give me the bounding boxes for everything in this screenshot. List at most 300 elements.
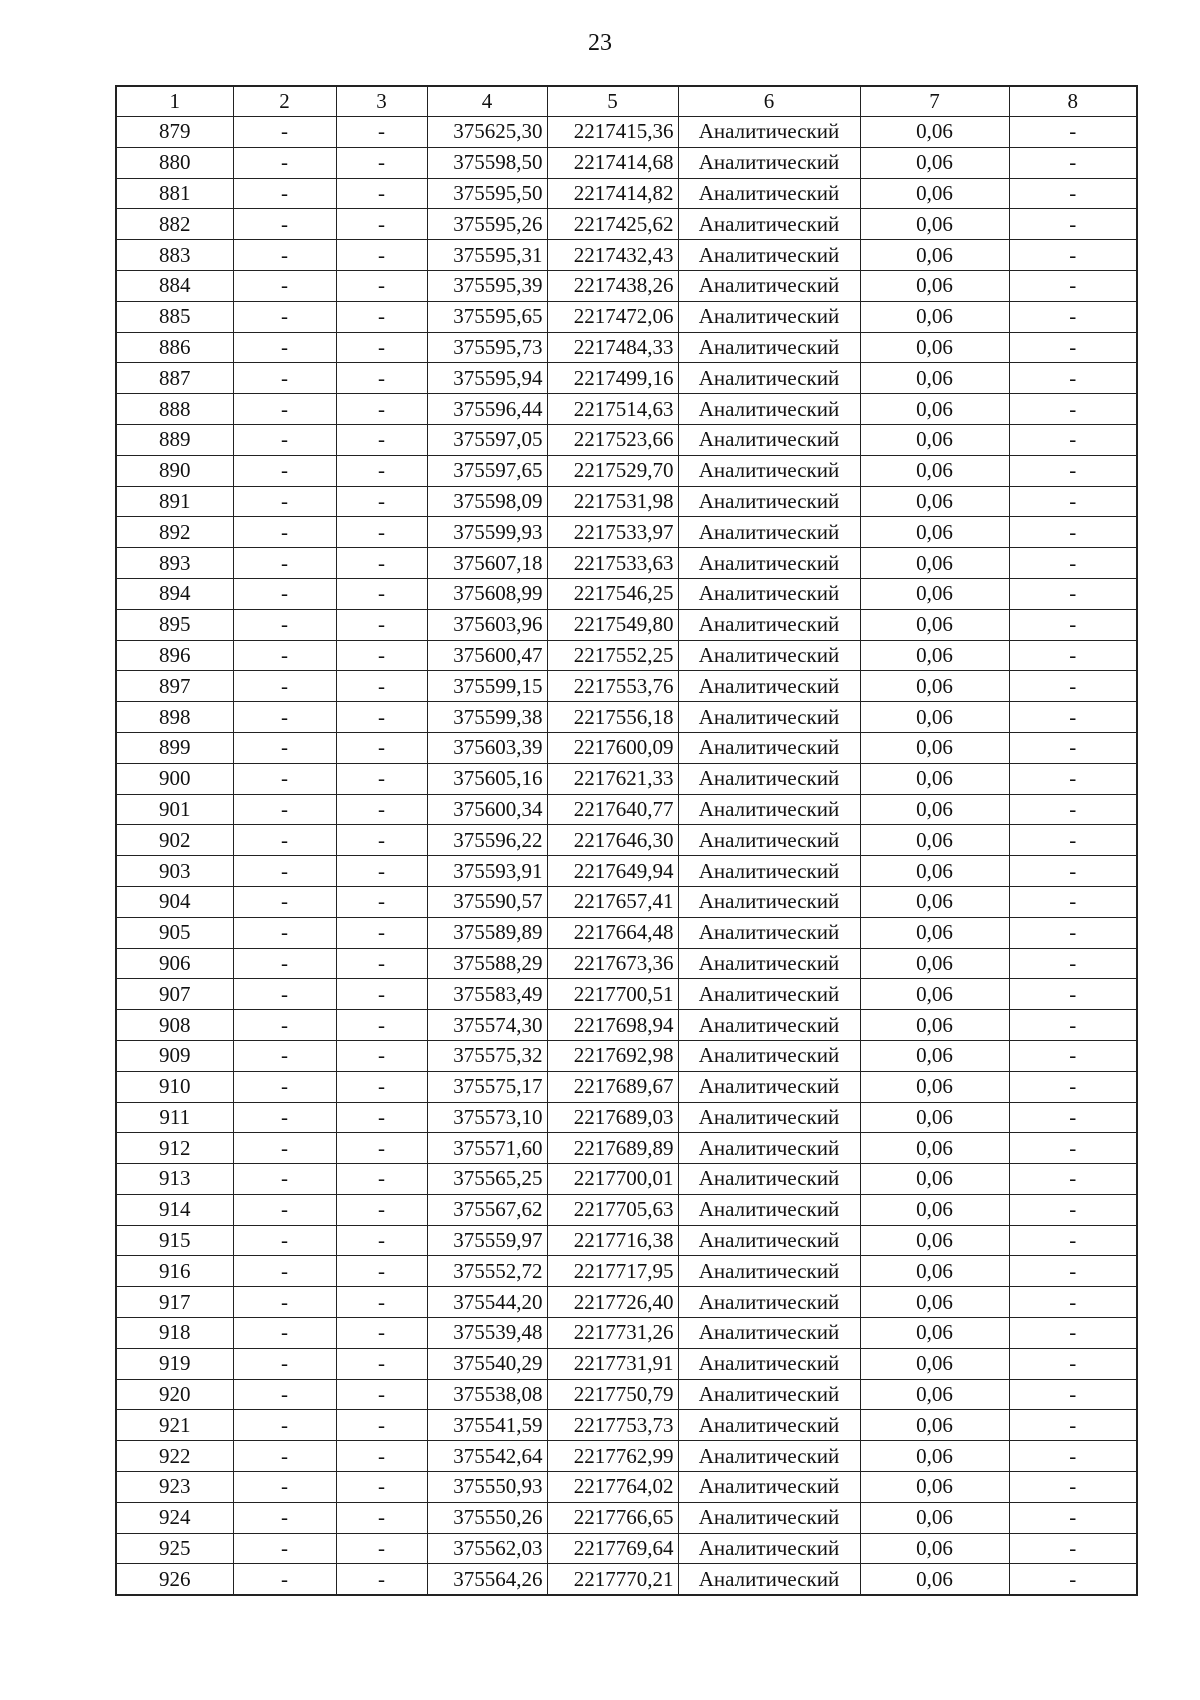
error-value-cell: 0,06 — [860, 117, 1009, 148]
x-coordinate-cell: 375596,44 — [427, 394, 547, 425]
col-3-cell: - — [336, 486, 427, 517]
error-value-cell: 0,06 — [860, 1102, 1009, 1133]
x-coordinate-cell: 375573,10 — [427, 1102, 547, 1133]
x-coordinate-cell: 375550,26 — [427, 1502, 547, 1533]
col-8-cell: - — [1009, 1502, 1137, 1533]
table-row — [116, 209, 1137, 240]
col-2-cell: - — [233, 147, 336, 178]
y-coordinate-cell: 2217552,25 — [547, 640, 678, 671]
col-2-cell: - — [233, 1164, 336, 1195]
x-coordinate-cell: 375599,38 — [427, 702, 547, 733]
y-coordinate-cell: 2217664,48 — [547, 917, 678, 948]
table-body — [116, 86, 1137, 1595]
col-3-cell: - — [336, 1071, 427, 1102]
method-cell: Аналитический — [678, 1287, 860, 1318]
col-8-cell: - — [1009, 424, 1137, 455]
point-number-cell: 896 — [116, 640, 233, 671]
col-3-cell: - — [336, 332, 427, 363]
table-row — [116, 578, 1137, 609]
col-3-cell: - — [336, 794, 427, 825]
col-3-cell: - — [336, 1564, 427, 1595]
col-2-cell: - — [233, 363, 336, 394]
table-row — [116, 1133, 1137, 1164]
col-2-cell: - — [233, 1533, 336, 1564]
y-coordinate-cell: 2217600,09 — [547, 732, 678, 763]
table-row — [116, 178, 1137, 209]
col-3-cell: - — [336, 1348, 427, 1379]
col-3-cell: - — [336, 640, 427, 671]
y-coordinate-cell: 2217716,38 — [547, 1225, 678, 1256]
point-number-cell: 893 — [116, 548, 233, 579]
col-8-cell: - — [1009, 640, 1137, 671]
error-value-cell: 0,06 — [860, 609, 1009, 640]
col-2-cell: - — [233, 825, 336, 856]
method-cell: Аналитический — [678, 1010, 860, 1041]
table-row — [116, 270, 1137, 301]
table-row — [116, 1164, 1137, 1195]
col-8-cell: - — [1009, 394, 1137, 425]
col-3-cell: - — [336, 1102, 427, 1133]
point-number-cell: 921 — [116, 1410, 233, 1441]
col-2-cell: - — [233, 917, 336, 948]
method-cell: Аналитический — [678, 1225, 860, 1256]
method-cell: Аналитический — [678, 1256, 860, 1287]
col-8-cell: - — [1009, 147, 1137, 178]
x-coordinate-cell: 375593,91 — [427, 856, 547, 887]
point-number-cell: 920 — [116, 1379, 233, 1410]
x-coordinate-cell: 375603,39 — [427, 732, 547, 763]
col-2-cell: - — [233, 979, 336, 1010]
col-3-cell: - — [336, 1010, 427, 1041]
col-8-cell: - — [1009, 455, 1137, 486]
point-number-cell: 897 — [116, 671, 233, 702]
y-coordinate-cell: 2217523,66 — [547, 424, 678, 455]
method-cell: Аналитический — [678, 548, 860, 579]
y-coordinate-cell: 2217499,16 — [547, 363, 678, 394]
x-coordinate-cell: 375562,03 — [427, 1533, 547, 1564]
error-value-cell: 0,06 — [860, 979, 1009, 1010]
y-coordinate-cell: 2217762,99 — [547, 1441, 678, 1472]
y-coordinate-cell: 2217673,36 — [547, 948, 678, 979]
col-2-cell: - — [233, 455, 336, 486]
error-value-cell: 0,06 — [860, 301, 1009, 332]
point-number-cell: 903 — [116, 856, 233, 887]
col-8-cell: - — [1009, 332, 1137, 363]
table-row — [116, 301, 1137, 332]
y-coordinate-cell: 2217717,95 — [547, 1256, 678, 1287]
col-2-cell: - — [233, 424, 336, 455]
error-value-cell: 0,06 — [860, 1379, 1009, 1410]
error-value-cell: 0,06 — [860, 732, 1009, 763]
table-row — [116, 640, 1137, 671]
x-coordinate-cell: 375595,73 — [427, 332, 547, 363]
table-row — [116, 1318, 1137, 1349]
y-coordinate-cell: 2217657,41 — [547, 886, 678, 917]
col-3-cell: - — [336, 363, 427, 394]
method-cell: Аналитический — [678, 671, 860, 702]
x-coordinate-cell: 375574,30 — [427, 1010, 547, 1041]
col-3-cell: - — [336, 1472, 427, 1503]
y-coordinate-cell: 2217621,33 — [547, 763, 678, 794]
x-coordinate-cell: 375599,15 — [427, 671, 547, 702]
table-row — [116, 1225, 1137, 1256]
col-8-cell: - — [1009, 1194, 1137, 1225]
error-value-cell: 0,06 — [860, 240, 1009, 271]
error-value-cell: 0,06 — [860, 763, 1009, 794]
col-3-cell: - — [336, 702, 427, 733]
point-number-cell: 914 — [116, 1194, 233, 1225]
method-cell: Аналитический — [678, 1318, 860, 1349]
header-cell-4: 4 — [427, 86, 547, 117]
col-3-cell: - — [336, 270, 427, 301]
table-row — [116, 856, 1137, 887]
table-row — [116, 763, 1137, 794]
y-coordinate-cell: 2217689,03 — [547, 1102, 678, 1133]
point-number-cell: 892 — [116, 517, 233, 548]
col-2-cell: - — [233, 732, 336, 763]
col-8-cell: - — [1009, 1410, 1137, 1441]
x-coordinate-cell: 375542,64 — [427, 1441, 547, 1472]
error-value-cell: 0,06 — [860, 548, 1009, 579]
col-8-cell: - — [1009, 763, 1137, 794]
y-coordinate-cell: 2217529,70 — [547, 455, 678, 486]
x-coordinate-cell: 375575,32 — [427, 1040, 547, 1071]
point-number-cell: 882 — [116, 209, 233, 240]
table-row — [116, 363, 1137, 394]
col-2-cell: - — [233, 1287, 336, 1318]
col-2-cell: - — [233, 1502, 336, 1533]
y-coordinate-cell: 2217533,97 — [547, 517, 678, 548]
col-2-cell: - — [233, 640, 336, 671]
error-value-cell: 0,06 — [860, 517, 1009, 548]
col-8-cell: - — [1009, 1164, 1137, 1195]
col-3-cell: - — [336, 825, 427, 856]
error-value-cell: 0,06 — [860, 1564, 1009, 1595]
method-cell: Аналитический — [678, 147, 860, 178]
y-coordinate-cell: 2217700,01 — [547, 1164, 678, 1195]
table-row — [116, 517, 1137, 548]
col-3-cell: - — [336, 147, 427, 178]
method-cell: Аналитический — [678, 763, 860, 794]
col-3-cell: - — [336, 1318, 427, 1349]
col-2-cell: - — [233, 394, 336, 425]
method-cell: Аналитический — [678, 1441, 860, 1472]
point-number-cell: 884 — [116, 270, 233, 301]
x-coordinate-cell: 375608,99 — [427, 578, 547, 609]
x-coordinate-cell: 375565,25 — [427, 1164, 547, 1195]
col-3-cell: - — [336, 1194, 427, 1225]
col-3-cell: - — [336, 948, 427, 979]
x-coordinate-cell: 375600,47 — [427, 640, 547, 671]
col-8-cell: - — [1009, 1564, 1137, 1595]
col-3-cell: - — [336, 1256, 427, 1287]
y-coordinate-cell: 2217514,63 — [547, 394, 678, 425]
y-coordinate-cell: 2217533,63 — [547, 548, 678, 579]
method-cell: Аналитический — [678, 856, 860, 887]
col-3-cell: - — [336, 578, 427, 609]
col-3-cell: - — [336, 1502, 427, 1533]
y-coordinate-cell: 2217689,89 — [547, 1133, 678, 1164]
x-coordinate-cell: 375564,26 — [427, 1564, 547, 1595]
x-coordinate-cell: 375598,09 — [427, 486, 547, 517]
x-coordinate-cell: 375589,89 — [427, 917, 547, 948]
x-coordinate-cell: 375567,62 — [427, 1194, 547, 1225]
point-number-cell: 885 — [116, 301, 233, 332]
x-coordinate-cell: 375607,18 — [427, 548, 547, 579]
col-2-cell: - — [233, 763, 336, 794]
error-value-cell: 0,06 — [860, 1164, 1009, 1195]
error-value-cell: 0,06 — [860, 578, 1009, 609]
y-coordinate-cell: 2217531,98 — [547, 486, 678, 517]
col-8-cell: - — [1009, 794, 1137, 825]
y-coordinate-cell: 2217698,94 — [547, 1010, 678, 1041]
col-3-cell: - — [336, 394, 427, 425]
method-cell: Аналитический — [678, 117, 860, 148]
col-3-cell: - — [336, 917, 427, 948]
method-cell: Аналитический — [678, 609, 860, 640]
error-value-cell: 0,06 — [860, 825, 1009, 856]
point-number-cell: 895 — [116, 609, 233, 640]
x-coordinate-cell: 375595,50 — [427, 178, 547, 209]
method-cell: Аналитический — [678, 1348, 860, 1379]
point-number-cell: 894 — [116, 578, 233, 609]
error-value-cell: 0,06 — [860, 794, 1009, 825]
table-row — [116, 1071, 1137, 1102]
col-8-cell: - — [1009, 240, 1137, 271]
y-coordinate-cell: 2217414,68 — [547, 147, 678, 178]
error-value-cell: 0,06 — [860, 1194, 1009, 1225]
header-cell-8: 8 — [1009, 86, 1137, 117]
col-2-cell: - — [233, 1256, 336, 1287]
y-coordinate-cell: 2217750,79 — [547, 1379, 678, 1410]
point-number-cell: 922 — [116, 1441, 233, 1472]
col-3-cell: - — [336, 1164, 427, 1195]
method-cell: Аналитический — [678, 578, 860, 609]
y-coordinate-cell: 2217432,43 — [547, 240, 678, 271]
point-number-cell: 906 — [116, 948, 233, 979]
header-cell-1: 1 — [116, 86, 233, 117]
method-cell: Аналитический — [678, 640, 860, 671]
col-2-cell: - — [233, 548, 336, 579]
error-value-cell: 0,06 — [860, 394, 1009, 425]
table-row — [116, 147, 1137, 178]
method-cell: Аналитический — [678, 886, 860, 917]
col-8-cell: - — [1009, 548, 1137, 579]
y-coordinate-cell: 2217414,82 — [547, 178, 678, 209]
col-2-cell: - — [233, 209, 336, 240]
col-8-cell: - — [1009, 578, 1137, 609]
table-row — [116, 671, 1137, 702]
col-8-cell: - — [1009, 1533, 1137, 1564]
table-row — [116, 1533, 1137, 1564]
method-cell: Аналитический — [678, 732, 860, 763]
col-2-cell: - — [233, 1472, 336, 1503]
table-row — [116, 394, 1137, 425]
col-3-cell: - — [336, 763, 427, 794]
x-coordinate-cell: 375596,22 — [427, 825, 547, 856]
y-coordinate-cell: 2217726,40 — [547, 1287, 678, 1318]
x-coordinate-cell: 375600,34 — [427, 794, 547, 825]
col-2-cell: - — [233, 1441, 336, 1472]
error-value-cell: 0,06 — [860, 1010, 1009, 1041]
col-2-cell: - — [233, 517, 336, 548]
method-cell: Аналитический — [678, 1164, 860, 1195]
x-coordinate-cell: 375595,65 — [427, 301, 547, 332]
error-value-cell: 0,06 — [860, 1225, 1009, 1256]
col-8-cell: - — [1009, 886, 1137, 917]
col-3-cell: - — [336, 178, 427, 209]
col-2-cell: - — [233, 1194, 336, 1225]
method-cell: Аналитический — [678, 1071, 860, 1102]
point-number-cell: 919 — [116, 1348, 233, 1379]
table-row — [116, 332, 1137, 363]
col-3-cell: - — [336, 856, 427, 887]
col-2-cell: - — [233, 270, 336, 301]
point-number-cell: 890 — [116, 455, 233, 486]
x-coordinate-cell: 375539,48 — [427, 1318, 547, 1349]
point-number-cell: 881 — [116, 178, 233, 209]
point-number-cell: 889 — [116, 424, 233, 455]
x-coordinate-cell: 375571,60 — [427, 1133, 547, 1164]
table-row — [116, 486, 1137, 517]
y-coordinate-cell: 2217484,33 — [547, 332, 678, 363]
col-8-cell: - — [1009, 856, 1137, 887]
col-8-cell: - — [1009, 825, 1137, 856]
table-row — [116, 548, 1137, 579]
point-number-cell: 908 — [116, 1010, 233, 1041]
x-coordinate-cell: 375605,16 — [427, 763, 547, 794]
col-2-cell: - — [233, 1379, 336, 1410]
method-cell: Аналитический — [678, 1410, 860, 1441]
error-value-cell: 0,06 — [860, 363, 1009, 394]
x-coordinate-cell: 375595,94 — [427, 363, 547, 394]
point-number-cell: 907 — [116, 979, 233, 1010]
col-2-cell: - — [233, 301, 336, 332]
table-row — [116, 1348, 1137, 1379]
x-coordinate-cell: 375603,96 — [427, 609, 547, 640]
col-2-cell: - — [233, 609, 336, 640]
method-cell: Аналитический — [678, 301, 860, 332]
table-row — [116, 1410, 1137, 1441]
point-number-cell: 912 — [116, 1133, 233, 1164]
table-row — [116, 1472, 1137, 1503]
error-value-cell: 0,06 — [860, 209, 1009, 240]
table-row — [116, 609, 1137, 640]
method-cell: Аналитический — [678, 240, 860, 271]
error-value-cell: 0,06 — [860, 486, 1009, 517]
point-number-cell: 902 — [116, 825, 233, 856]
col-2-cell: - — [233, 1133, 336, 1164]
point-number-cell: 926 — [116, 1564, 233, 1595]
method-cell: Аналитический — [678, 394, 860, 425]
y-coordinate-cell: 2217769,64 — [547, 1533, 678, 1564]
col-2-cell: - — [233, 178, 336, 209]
point-number-cell: 879 — [116, 117, 233, 148]
error-value-cell: 0,06 — [860, 856, 1009, 887]
col-3-cell: - — [336, 517, 427, 548]
error-value-cell: 0,06 — [860, 1441, 1009, 1472]
col-3-cell: - — [336, 671, 427, 702]
method-cell: Аналитический — [678, 1133, 860, 1164]
table-row — [116, 1379, 1137, 1410]
method-cell: Аналитический — [678, 1533, 860, 1564]
x-coordinate-cell: 375599,93 — [427, 517, 547, 548]
point-number-cell: 899 — [116, 732, 233, 763]
table-row — [116, 886, 1137, 917]
point-number-cell: 900 — [116, 763, 233, 794]
method-cell: Аналитический — [678, 178, 860, 209]
point-number-cell: 911 — [116, 1102, 233, 1133]
table-row — [116, 825, 1137, 856]
col-2-cell: - — [233, 1348, 336, 1379]
method-cell: Аналитический — [678, 1194, 860, 1225]
error-value-cell: 0,06 — [860, 671, 1009, 702]
error-value-cell: 0,06 — [860, 455, 1009, 486]
col-8-cell: - — [1009, 301, 1137, 332]
y-coordinate-cell: 2217700,51 — [547, 979, 678, 1010]
col-2-cell: - — [233, 856, 336, 887]
error-value-cell: 0,06 — [860, 1410, 1009, 1441]
col-3-cell: - — [336, 424, 427, 455]
table-row — [116, 424, 1137, 455]
col-8-cell: - — [1009, 209, 1137, 240]
col-8-cell: - — [1009, 609, 1137, 640]
y-coordinate-cell: 2217753,73 — [547, 1410, 678, 1441]
x-coordinate-cell: 375625,30 — [427, 117, 547, 148]
y-coordinate-cell: 2217649,94 — [547, 856, 678, 887]
table-row — [116, 979, 1137, 1010]
col-8-cell: - — [1009, 671, 1137, 702]
col-3-cell: - — [336, 1441, 427, 1472]
table-row — [116, 1502, 1137, 1533]
point-number-cell: 905 — [116, 917, 233, 948]
table-row — [116, 117, 1137, 148]
header-cell-3: 3 — [336, 86, 427, 117]
col-8-cell: - — [1009, 1379, 1137, 1410]
point-number-cell: 910 — [116, 1071, 233, 1102]
method-cell: Аналитический — [678, 702, 860, 733]
error-value-cell: 0,06 — [860, 1040, 1009, 1071]
col-8-cell: - — [1009, 1040, 1137, 1071]
point-number-cell: 916 — [116, 1256, 233, 1287]
col-8-cell: - — [1009, 979, 1137, 1010]
x-coordinate-cell: 375595,31 — [427, 240, 547, 271]
table-row — [116, 1010, 1137, 1041]
header-cell-2: 2 — [233, 86, 336, 117]
col-2-cell: - — [233, 332, 336, 363]
y-coordinate-cell: 2217646,30 — [547, 825, 678, 856]
col-8-cell: - — [1009, 948, 1137, 979]
method-cell: Аналитический — [678, 1472, 860, 1503]
col-2-cell: - — [233, 1410, 336, 1441]
col-3-cell: - — [336, 609, 427, 640]
point-number-cell: 888 — [116, 394, 233, 425]
error-value-cell: 0,06 — [860, 886, 1009, 917]
col-2-cell: - — [233, 578, 336, 609]
point-number-cell: 901 — [116, 794, 233, 825]
col-8-cell: - — [1009, 1102, 1137, 1133]
col-3-cell: - — [336, 301, 427, 332]
point-number-cell: 898 — [116, 702, 233, 733]
point-number-cell: 917 — [116, 1287, 233, 1318]
col-2-cell: - — [233, 671, 336, 702]
point-number-cell: 923 — [116, 1472, 233, 1503]
method-cell: Аналитический — [678, 1102, 860, 1133]
table-row — [116, 917, 1137, 948]
method-cell: Аналитический — [678, 209, 860, 240]
col-2-cell: - — [233, 1225, 336, 1256]
col-3-cell: - — [336, 1040, 427, 1071]
